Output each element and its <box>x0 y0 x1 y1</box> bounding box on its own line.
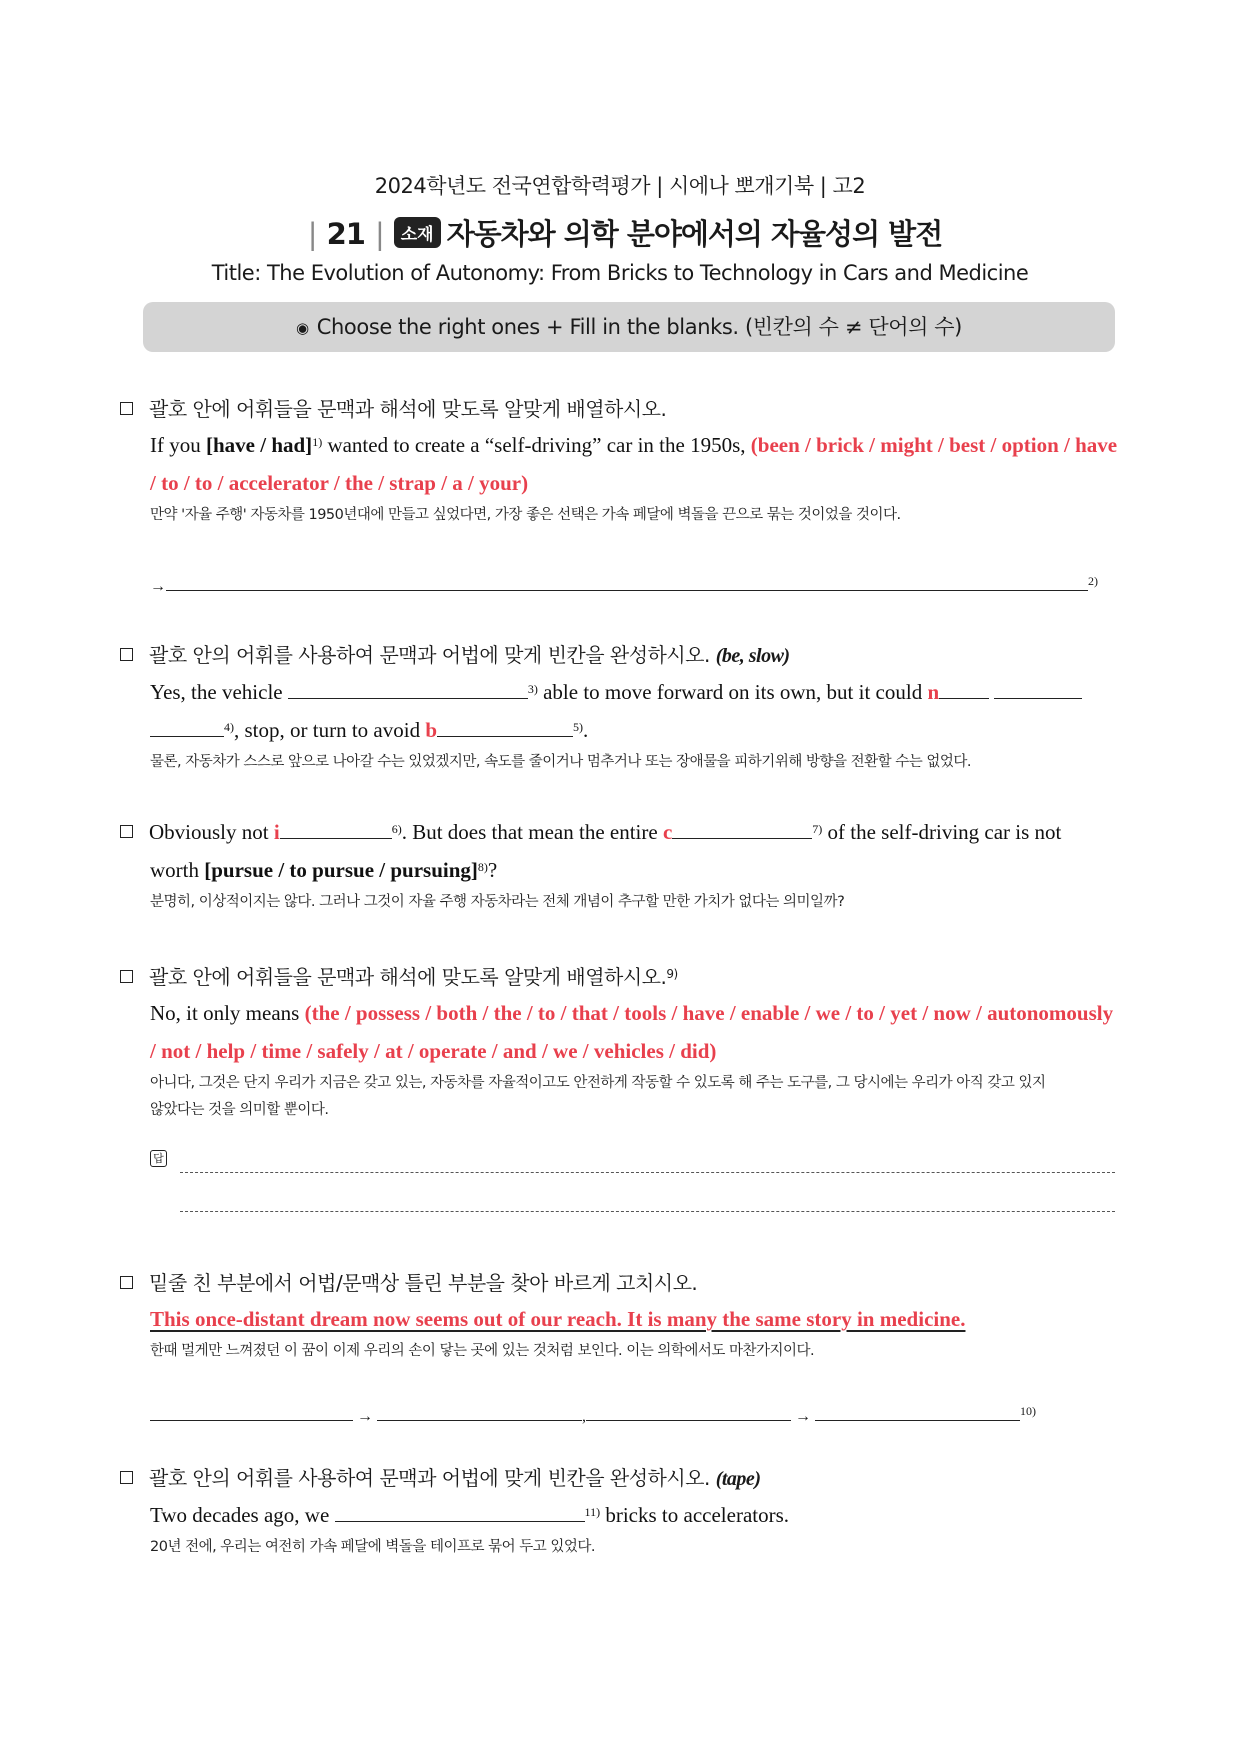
q5-translation: 한때 멀게만 느껴졌던 이 꿈이 이제 우리의 손이 닿는 곳에 있는 것처럼 보인다. 이는 의학에서도 마찬가지이다. <box>150 1343 815 1359</box>
q1-answer-line: → $^{2)}$ <box>150 574 1098 595</box>
answer-blank-11[interactable] <box>335 1503 585 1522</box>
checkbox-icon <box>120 825 133 838</box>
instruction-bar <box>143 302 1115 352</box>
instruction-text: Choose the right ones + Fill in the blanks. (빈칸의 수 ≠ 단어의 수) <box>316 315 962 339</box>
answer-line-2[interactable] <box>180 1211 1115 1212</box>
q5-answer-line: → , → $^{10)}$ <box>150 1402 1036 1426</box>
q4-translation-2: 않았다는 것을 의미할 뿐이다. <box>150 1102 329 1118</box>
q6-line-1: Two decades ago, we $^{11)}$ bricks to accelerators. <box>150 1503 790 1527</box>
q2-prompt: 괄호 안의 어휘를 사용하여 문맥과 어법에 맞게 빈칸을 완성하시오. (be, slow) <box>120 640 1120 671</box>
checkbox-icon <box>120 648 133 661</box>
answer-blank-10a[interactable] <box>150 1402 353 1421</box>
q2-line-2: $^{4)}$, stop, or turn to avoid b $^{5)}$. <box>150 711 1120 749</box>
question-number: 21 <box>326 217 365 251</box>
title-korean: 자동차와 의학 분야에서의 자율성의 발전 <box>446 217 943 251</box>
checkbox-icon <box>120 1471 133 1484</box>
q1-choice: [have / had] <box>206 433 313 457</box>
answer-blank-3[interactable] <box>288 680 528 699</box>
question-5 <box>120 1268 1120 1365</box>
checkbox-icon <box>120 1276 133 1289</box>
q3-translation: 분명히, 이상적이지는 않다. 그러나 그것이 자율 주행 자동차라는 전체 개념이 추구할 만한 가치가 없다는 의미일까? <box>150 894 845 910</box>
arrow-icon: → <box>357 1408 373 1425</box>
arrow-icon: → <box>795 1408 811 1425</box>
question-4 <box>120 962 1120 1124</box>
q4-line-2: / not / help / time / safely / at / operate / and / we / vehicles / did) <box>150 1039 717 1063</box>
answer-blank-10c[interactable] <box>586 1402 791 1421</box>
topic-badge: 소재 <box>394 217 441 248</box>
q5-prompt: 밑줄 친 부분에서 어법/문맥상 틀린 부분을 찾아 바르게 고치시오. <box>120 1268 1120 1298</box>
q1-scramble: (been / brick / might / best / option / have <box>750 433 1118 457</box>
answer-blank-10d[interactable] <box>815 1402 1020 1421</box>
q3-line-1: Obviously not i $^{6)}$. But does that mean the entire c $^{7)}$ of the self-driving car is not <box>120 813 1120 851</box>
answer-line-1[interactable] <box>180 1172 1115 1173</box>
subtitle: 2024학년도 전국연합학력평가 | 시에나 뽀개기북 | 고2 <box>374 174 866 198</box>
q4-line-1: No, it only means (the / possess / both / the / to / that / tools / have / enable / we / to / yet / now / autonomously <box>150 1001 1114 1025</box>
answer-blank-10b[interactable] <box>377 1402 582 1421</box>
checkbox-icon <box>120 970 133 983</box>
answer-blank-2[interactable] <box>166 572 1088 591</box>
separator: | <box>307 217 317 251</box>
q4-prompt: 괄호 안에 어휘들을 문맥과 해석에 맞도록 알맞게 배열하시오.$^{9)}$ <box>120 962 1120 992</box>
answer-blank-4a[interactable] <box>939 680 989 699</box>
answer-blank-7[interactable] <box>672 820 812 839</box>
q6-prompt: 괄호 안의 어휘를 사용하여 문맥과 어법에 맞게 빈칸을 완성하시오. (tape) <box>120 1463 1120 1494</box>
q6-translation: 20년 전에, 우리는 여전히 가속 페달에 벽돌을 테이프로 묶어 두고 있었다. <box>150 1539 595 1555</box>
q4-scramble: (the / possess / both / the / to / that / tools / have / enable / we / to / yet / now / autonomously <box>304 1001 1114 1025</box>
bullet-icon: ◉ <box>296 319 309 337</box>
checkbox-icon <box>120 402 133 415</box>
q3-line-2: worth [pursue / to pursue / pursuing]$^{8)}$? <box>150 858 498 882</box>
q1-line-1: If you [have / had]$^{1)}$ wanted to create a “self-driving” car in the 1950s, (been / brick / might / best / option / have <box>150 433 1118 457</box>
question-3 <box>120 813 1120 916</box>
q3-choice: [pursue / to pursue / pursuing] <box>204 858 478 882</box>
q2-hint: (be, slow) <box>715 645 790 667</box>
q5-sentence: This once-distant dream now seems out of our reach. It is many the same story in medicine. <box>150 1307 966 1331</box>
q6-hint: (tape) <box>715 1468 761 1490</box>
answer-blank-6[interactable] <box>280 820 392 839</box>
q1-prompt: 괄호 안에 어휘들을 문맥과 해석에 맞도록 알맞게 배열하시오. <box>120 394 1120 424</box>
q4-translation-1: 아니다, 그것은 단지 우리가 지금은 갖고 있는, 자동차를 자율적이고도 안전하게 작동할 수 있도록 해 주는 도구를, 그 당시에는 우리가 아직 갖고 있지 <box>150 1075 1046 1091</box>
question-2 <box>120 640 1120 776</box>
q1-line-2: / to / to / accelerator / the / strap / a / your) <box>150 471 529 495</box>
q1-translation: 만약 '자율 주행' 자동차를 1950년대에 만들고 싶었다면, 가장 좋은 선택은 가속 페달에 벽돌을 끈으로 묶는 것이었을 것이다. <box>150 507 901 523</box>
question-1 <box>120 394 1120 529</box>
answer-blank-5[interactable] <box>437 718 573 737</box>
question-6 <box>120 1463 1120 1561</box>
answer-blank-4c[interactable] <box>150 718 224 737</box>
q2-translation: 물론, 자동차가 스스로 앞으로 나아갈 수는 있었겠지만, 속도를 줄이거나 멈추거나 또는 장애물을 피하기위해 방향을 전환할 수는 없었다. <box>150 754 971 770</box>
arrow-icon: → <box>150 578 166 595</box>
separator: | <box>374 217 384 251</box>
page-title <box>0 212 1240 253</box>
q2-line-1: Yes, the vehicle $^{3)}$ able to move forward on its own, but it could n <box>150 673 1120 711</box>
answer-blank-4b[interactable] <box>994 680 1082 699</box>
answer-label-box: 답 <box>150 1150 167 1167</box>
english-title: Title: The Evolution of Autonomy: From Bricks to Technology in Cars and Medicine <box>211 261 1029 285</box>
